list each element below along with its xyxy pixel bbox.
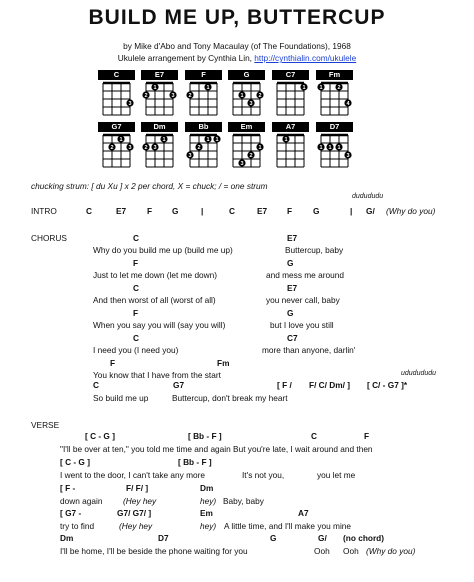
- chord-grid: [228, 81, 265, 118]
- chord-label: (no chord): [343, 533, 385, 543]
- lyric-line: (Hey hey: [123, 496, 157, 506]
- lyric-line: Baby, baby: [223, 496, 264, 506]
- finger-dot: [326, 143, 333, 151]
- chord-name: Em: [228, 122, 265, 132]
- arrangement-prefix: Ukulele arrangement by Cynthia Lin,: [117, 53, 255, 63]
- svg-text:1: 1: [119, 137, 123, 144]
- strum-pattern: ududududu: [401, 370, 437, 377]
- chord-label: G: [287, 258, 294, 268]
- svg-text:3: 3: [128, 101, 132, 108]
- lyric-line: I'll be home, I'll be beside the phone waiting for you: [60, 546, 248, 556]
- svg-text:1: 1: [215, 137, 219, 144]
- strum-pattern: dudududu: [352, 193, 384, 200]
- chord-name: Fm: [316, 70, 353, 80]
- chord-label: Dm: [200, 483, 214, 493]
- finger-dot: [117, 135, 124, 143]
- finger-dot: [300, 83, 307, 91]
- chord-diagram-fm: [316, 70, 353, 118]
- chord-label: F: [364, 431, 370, 441]
- chord-label: F/ C/ Dm/ ]: [309, 380, 351, 390]
- finger-dot: [256, 91, 263, 99]
- arrangement-credit: [0, 53, 474, 63]
- lyric-line: hey): [200, 521, 217, 531]
- finger-dot: [247, 99, 254, 107]
- lyric-line: Buttercup, baby: [285, 245, 344, 255]
- lyric-line: Ooh: [314, 546, 330, 556]
- chord-diagram-g: [228, 70, 265, 118]
- svg-text:2: 2: [144, 93, 148, 100]
- svg-text:3: 3: [171, 93, 175, 100]
- chord-label: [ C - G ]: [60, 457, 90, 467]
- svg-text:2: 2: [249, 153, 253, 160]
- lyric-line: (Why do you): [366, 546, 416, 556]
- chord-name: D7: [316, 122, 353, 132]
- lyric-line: And then worst of all (worst of all): [93, 295, 216, 305]
- svg-text:2: 2: [258, 93, 262, 100]
- finger-dot: [344, 99, 351, 107]
- chord-label: G: [313, 206, 320, 216]
- lyric-line: You know that I have from the start: [93, 370, 221, 380]
- finger-dot: [126, 143, 133, 151]
- chord-label: E7: [257, 206, 268, 216]
- chord-diagram-f: [185, 70, 222, 118]
- chord-name: C: [98, 70, 135, 80]
- svg-text:1: 1: [153, 85, 157, 92]
- chord-label: |: [201, 206, 204, 216]
- chord-name: E7: [141, 70, 178, 80]
- chord-label: F/ F/ ]: [126, 483, 149, 493]
- finger-dot: [186, 91, 193, 99]
- chord-label: C: [229, 206, 235, 216]
- lyric-line: and mess me around: [266, 270, 344, 280]
- finger-dot: [151, 143, 158, 151]
- chord-label: C: [133, 333, 139, 343]
- chord-diagram-e7: [141, 70, 178, 118]
- section-heading: VERSE: [31, 420, 60, 430]
- chord-label: F: [110, 358, 116, 368]
- lyric-line: I need you (I need you): [93, 345, 179, 355]
- lyric-line: It's not you,: [242, 470, 285, 480]
- chord-label: F: [287, 206, 293, 216]
- finger-dot: [160, 135, 167, 143]
- chord-label: |: [350, 206, 353, 216]
- svg-text:1: 1: [302, 85, 306, 92]
- song-title: BUILD ME UP, BUTTERCUP: [88, 6, 386, 29]
- chord-grid: [141, 133, 178, 170]
- chord-grid: [141, 81, 178, 118]
- chord-grid: [185, 133, 222, 170]
- chord-label: [ G7 -: [60, 508, 82, 518]
- svg-text:2: 2: [188, 93, 192, 100]
- chord-label: G7/ G7/ ]: [117, 508, 152, 518]
- finger-dot: [282, 135, 289, 143]
- chord-label: Dm: [60, 533, 74, 543]
- chord-label: [ F /: [277, 380, 292, 390]
- chord-label: Em: [200, 508, 213, 518]
- chord-label: [ Bb - F ]: [178, 457, 212, 467]
- lyric-line: Why do you build me up (build me up): [93, 245, 233, 255]
- chord-name: Dm: [141, 122, 178, 132]
- lyric-line: hey): [200, 496, 217, 506]
- svg-text:2: 2: [110, 145, 114, 152]
- finger-dot: [186, 151, 193, 159]
- lyric-line: Buttercup, don't break my heart: [172, 393, 288, 403]
- chord-label: [ C/ - G7 ]*: [367, 380, 408, 390]
- finger-dot: [256, 143, 263, 151]
- chord-label: A7: [298, 508, 309, 518]
- chord-diagram-c7: [272, 70, 309, 118]
- svg-text:3: 3: [249, 101, 253, 108]
- lyric-line: When you say you will (say you will): [93, 320, 226, 330]
- finger-dot: [108, 143, 115, 151]
- lyric-line: Just to let me down (let me down): [93, 270, 218, 280]
- finger-dot: [213, 135, 220, 143]
- chord-grid: [98, 133, 135, 170]
- chord-grid: [316, 81, 353, 118]
- svg-text:3: 3: [188, 153, 192, 160]
- chord-label: [ C - G ]: [85, 431, 115, 441]
- svg-text:1: 1: [240, 93, 244, 100]
- svg-text:3: 3: [153, 145, 157, 152]
- chord-label: G: [172, 206, 179, 216]
- svg-text:1: 1: [258, 145, 262, 152]
- chord-name: F: [185, 70, 222, 80]
- chord-diagram-dm: [141, 122, 178, 170]
- chord-label: C7: [287, 333, 298, 343]
- svg-text:1: 1: [284, 137, 288, 144]
- finger-dot: [238, 91, 245, 99]
- svg-text:1: 1: [206, 137, 210, 144]
- chord-label: G/: [366, 206, 375, 216]
- finger-dot: [204, 135, 211, 143]
- svg-text:1: 1: [328, 145, 332, 152]
- chord-grid: [228, 133, 265, 170]
- chord-label: E7: [287, 283, 298, 293]
- lyric-line: (Hey hey: [119, 521, 153, 531]
- svg-text:2: 2: [197, 145, 201, 152]
- chord-label: C: [86, 206, 92, 216]
- section-heading: CHORUS: [31, 233, 67, 243]
- chord-name: C7: [272, 70, 309, 80]
- chord-name: Bb: [185, 122, 222, 132]
- finger-dot: [142, 143, 149, 151]
- chord-label: G: [270, 533, 277, 543]
- finger-dot: [195, 143, 202, 151]
- finger-dot: [169, 91, 176, 99]
- lyric-line: down again: [60, 496, 103, 506]
- chord-label: E7: [287, 233, 298, 243]
- chord-label: Fm: [217, 358, 230, 368]
- chord-label: F: [147, 206, 153, 216]
- section-heading: INTRO: [31, 206, 57, 216]
- svg-text:1: 1: [319, 85, 323, 92]
- chord-label: D7: [158, 533, 169, 543]
- finger-dot: [151, 83, 158, 91]
- chord-label: G: [287, 308, 294, 318]
- chord-name: G: [228, 70, 265, 80]
- chord-label: [ F -: [60, 483, 76, 493]
- svg-text:1: 1: [206, 85, 210, 92]
- chord-diagram-bb: [185, 122, 222, 170]
- lyric-line: you never call, baby: [266, 295, 340, 305]
- chord-label: C: [133, 233, 139, 243]
- chord-name: G7: [98, 122, 135, 132]
- chord-grid: [98, 81, 135, 118]
- svg-text:3: 3: [128, 145, 132, 152]
- lyric-line: So build me up: [93, 393, 149, 403]
- chord-label: C: [311, 431, 317, 441]
- lyric-line: try to find: [60, 521, 95, 531]
- finger-dot: [238, 159, 245, 167]
- finger-dot: [317, 83, 324, 91]
- chord-label: G7: [173, 380, 185, 390]
- svg-text:2: 2: [144, 145, 148, 152]
- lyric-line: more than anyone, darlin': [262, 345, 356, 355]
- svg-text:1: 1: [162, 137, 166, 144]
- svg-text:2: 2: [337, 85, 341, 92]
- chord-label: C: [133, 283, 139, 293]
- finger-dot: [126, 99, 133, 107]
- chord-grid: [185, 81, 222, 118]
- finger-dot: [247, 151, 254, 159]
- chord-label: F: [133, 308, 139, 318]
- lyric-line: (Why do you): [386, 206, 436, 216]
- strum-instructions: chucking strum: [ du Xu ] x 2 per chord, X = chuck; / = one strum: [31, 181, 268, 191]
- svg-text:4: 4: [346, 101, 350, 108]
- chord-diagram-d7: [316, 122, 353, 170]
- lyric-line: but I love you still: [270, 320, 334, 330]
- svg-text:3: 3: [346, 153, 350, 160]
- finger-dot: [344, 151, 351, 159]
- lyric-line: I went to the door, I can't take any more: [60, 470, 206, 480]
- svg-text:3: 3: [240, 161, 244, 168]
- arrangement-link[interactable]: http://cynthialin.com/ukulele: [254, 53, 357, 63]
- svg-text:1: 1: [337, 145, 341, 152]
- finger-dot: [317, 143, 324, 151]
- song-credits: by Mike d'Abo and Tony Macaulay (of The Foundations), 1968: [123, 41, 351, 51]
- finger-dot: [335, 83, 342, 91]
- chord-grid: [272, 133, 309, 170]
- finger-dot: [335, 143, 342, 151]
- chord-label: F: [133, 258, 139, 268]
- svg-text:1: 1: [319, 145, 323, 152]
- finger-dot: [204, 83, 211, 91]
- lyric-line: "I'll be over at ten," you told me time and again But you're late, I wait around and then: [60, 444, 373, 454]
- finger-dot: [142, 91, 149, 99]
- chord-label: C: [93, 380, 99, 390]
- chord-diagram-c: [98, 70, 135, 118]
- chord-grid: [316, 133, 353, 170]
- lyric-line: Ooh: [343, 546, 359, 556]
- chord-diagram-a7: [272, 122, 309, 170]
- lyric-line: you let me: [317, 470, 356, 480]
- chord-label: [ Bb - F ]: [188, 431, 222, 441]
- chord-name: A7: [272, 122, 309, 132]
- chord-diagram-g7: [98, 122, 135, 170]
- chord-label: E7: [116, 206, 127, 216]
- chord-grid: [272, 81, 309, 118]
- chord-diagram-em: [228, 122, 265, 170]
- chord-label: G/: [318, 533, 327, 543]
- lyric-line: A little time, and I'll make you mine: [224, 521, 352, 531]
